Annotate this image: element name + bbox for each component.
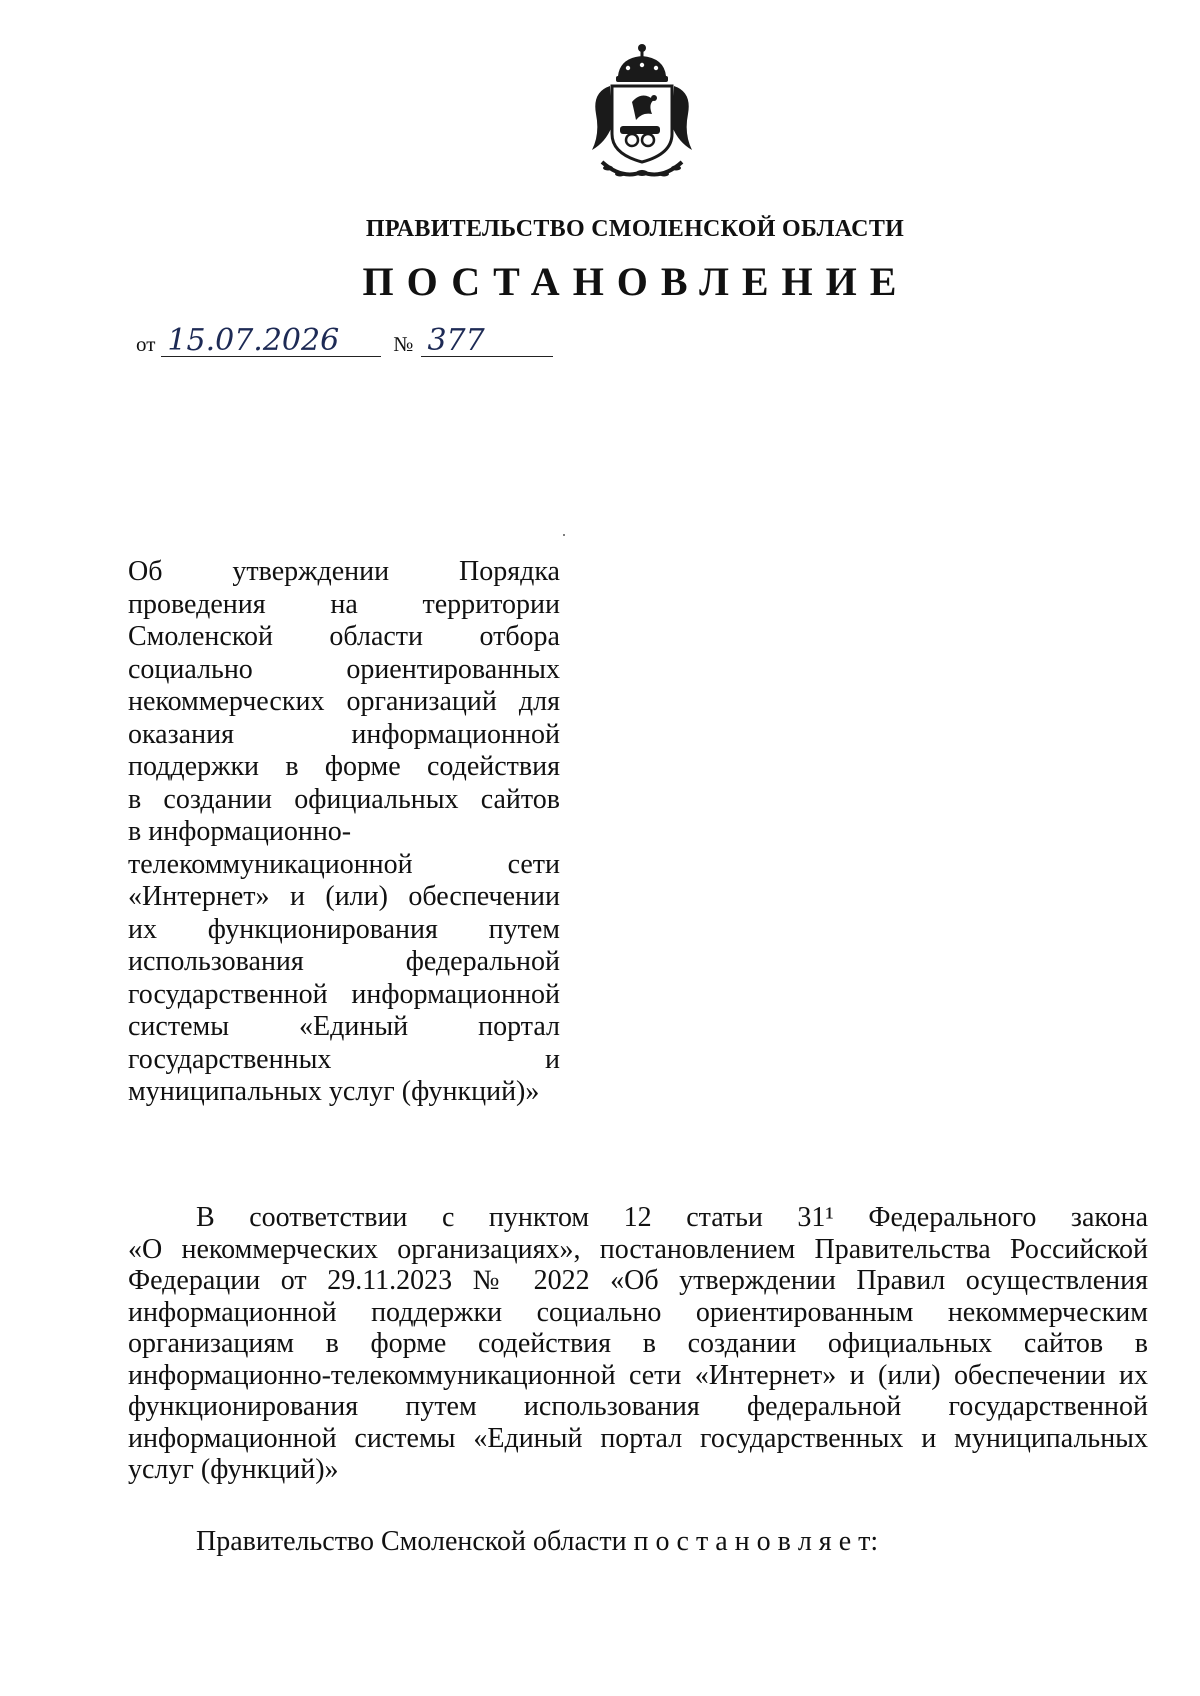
preamble-line: информационно-телекоммуникационной сети «Интернет» и (или) обеспечении их [128,1359,1148,1391]
subject-line: в информационно- [128,816,352,847]
document-subject [128,556,560,1109]
handwritten-number: 377 [421,326,553,357]
preamble-line: «О некоммерческих организациях», постановлением Правительства Российской [128,1233,1148,1265]
subject-line: социально ориентированных [128,653,560,685]
preamble-line: услуг (функций)» [128,1454,339,1485]
coat-of-arms-icon [582,42,702,182]
subject-line: Смоленской области отбора [128,621,560,652]
subject-line: оказания информационной [128,718,560,750]
subject-line: государственных и [128,1043,560,1075]
preamble-paragraph [128,1202,1148,1486]
scan-speck [563,534,565,536]
subject-line: их функционирования путем [128,913,560,945]
preamble-line: функционирования путем использования федеральной государственной [128,1391,1148,1422]
subject-line: муниципальных услуг (функций)» [128,1076,540,1107]
subject-line: проведения на территории [128,588,560,620]
subject-line: телекоммуникационной сети [128,848,560,880]
subject-line: Об утверждении Порядка [128,556,560,587]
registration-line [136,323,553,358]
preamble-line: В соответствии с пунктом 12 статьи 31¹ Федерального закона [196,1202,1148,1233]
handwritten-date: 15.07.2026 [161,326,381,357]
document-type-title: ПОСТАНОВЛЕНИЕ [362,259,910,304]
subject-line: «Интернет» и (или) обеспечении [128,881,560,912]
subject-line: поддержки в форме содействия [128,751,560,782]
date-prefix: от [136,332,156,356]
subject-line: использования федеральной [128,946,560,977]
resolution-line: Правительство Смоленской области п о с т а н о в л я е т: [196,1526,879,1557]
subject-line: государственной информационной [128,978,560,1010]
number-sign: № [393,332,414,356]
preamble-line: организациям в форме содействия в создании официальных сайтов в [128,1328,1148,1359]
preamble-line: информационной системы «Единый портал государственных и муниципальных [128,1422,1148,1454]
subject-line: системы «Единый портал [128,1011,560,1042]
subject-line: в создании официальных сайтов [128,783,560,815]
preamble-line: Федерации от 29.11.2023 № 2022 «Об утверждении Правил осуществления [128,1265,1148,1296]
organization-title: ПРАВИТЕЛЬСТВО СМОЛЕНСКОЙ ОБЛАСТИ [365,216,905,242]
subject-line: некоммерческих организаций для [128,686,560,717]
preamble-line: информационной поддержки социально ориентированным некоммерческим [128,1296,1148,1328]
